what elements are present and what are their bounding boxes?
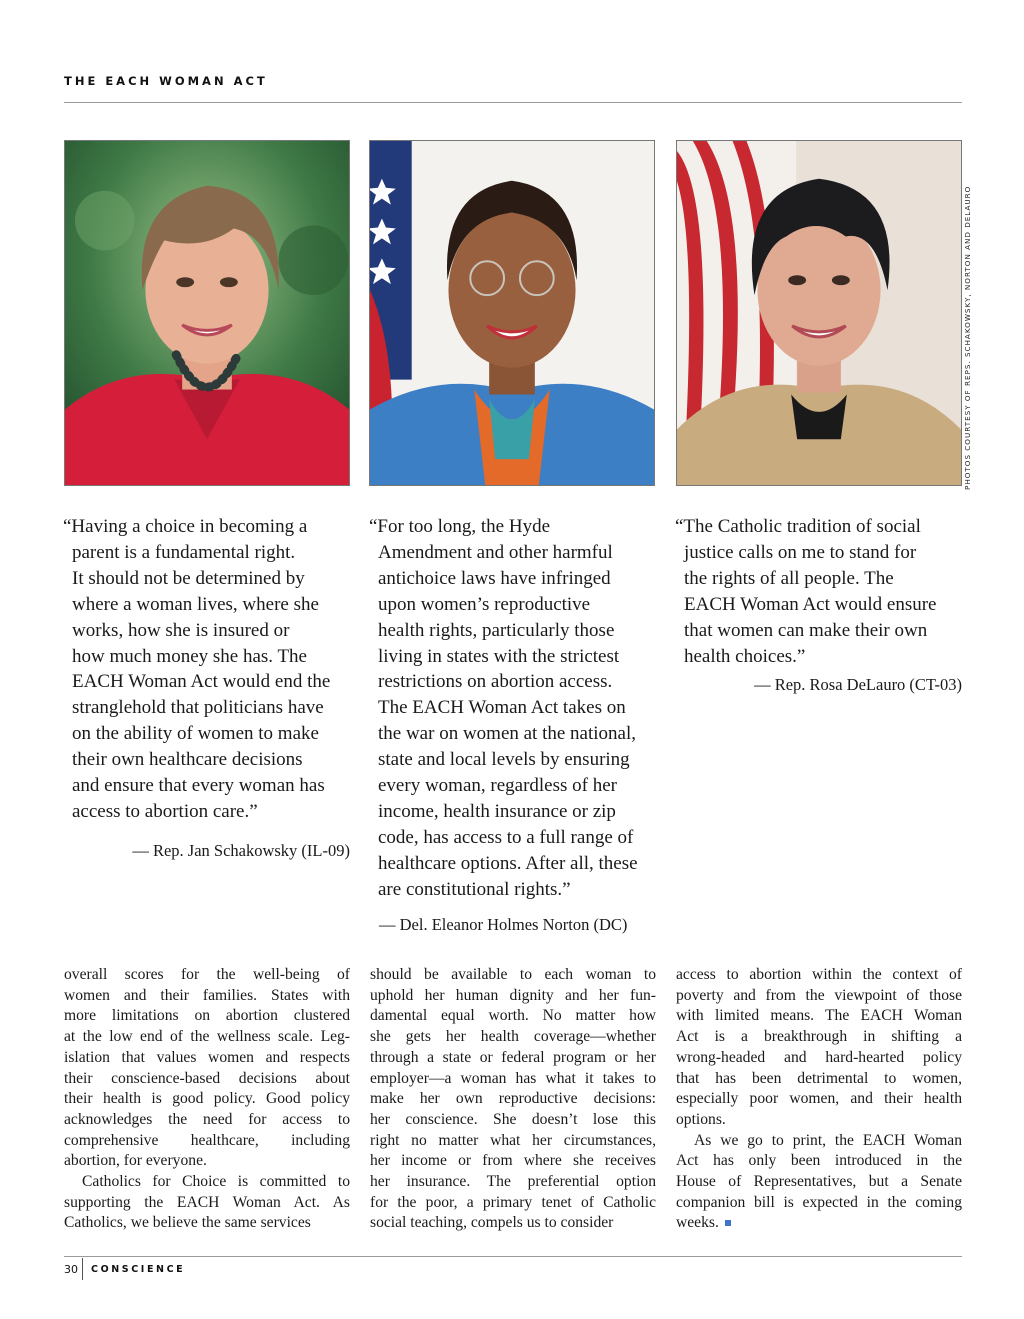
quote-line: healthcare options. After all, these (378, 852, 638, 874)
body-line: options. (676, 1110, 726, 1128)
quote-delauro (675, 514, 965, 669)
body-line: supporting the EACH Woman Act. As (64, 1193, 350, 1211)
quote-line: EACH Woman Act would end the (72, 671, 331, 693)
page-number: 30 (64, 1263, 78, 1276)
body-line: at the low end of the wellness scale. Leg- (64, 1028, 350, 1046)
body-line: that has been detrimental to women, (676, 1069, 962, 1087)
quote-line: code, has access to a full range of (378, 826, 634, 848)
attribution-schakowsky: — Rep. Jan Schakowsky (IL-09) (132, 841, 350, 860)
magazine-name: CONSCIENCE (91, 1264, 186, 1275)
quote-line: that women can make their own (684, 619, 928, 641)
body-line: wrong-headed and hard-hearted policy (676, 1048, 962, 1066)
quote-line: “Having a choice in becoming a (63, 516, 308, 537)
top-rule (64, 102, 962, 103)
section-title: THE EACH WOMAN ACT (64, 74, 268, 88)
attribution-delauro: — Rep. Rosa DeLauro (CT-03) (754, 675, 962, 694)
quote-line: state and local levels by ensuring (378, 749, 630, 771)
body-line: should be available to each woman to (370, 966, 656, 983)
bottom-rule (64, 1256, 962, 1257)
quote-line: health rights, particularly those (378, 619, 615, 641)
body-line: weeks. (676, 1213, 962, 1234)
body-line: Catholics for Choice is committed to (82, 1173, 350, 1191)
quote-line: It should not be determined by (72, 567, 305, 589)
body-line: their health is good policy. Good policy (64, 1090, 350, 1108)
footer-divider (82, 1258, 83, 1280)
quote-schakowsky (63, 514, 353, 825)
quote-line: justice calls on me to stand for (684, 541, 917, 563)
body-line: their conscience-based decisions about (64, 1069, 350, 1087)
body-line: make her own reproductive decisions: (370, 1090, 656, 1108)
quote-line: on the ability of women to make (72, 723, 319, 745)
body-line: acknowledges the need for access to (64, 1110, 350, 1128)
body-line: House of Representatives, but a Senate (676, 1173, 962, 1191)
end-mark-icon (725, 1220, 731, 1226)
body-line: social teaching, compels us to consider (370, 1214, 614, 1232)
quote-line: restrictions on abortion access. (378, 671, 613, 693)
quote-line: works, how she is insured or (72, 619, 290, 641)
body-line: her insurance. The preferential option (370, 1173, 656, 1191)
photo-credit: PHOTOS COURTESY OF REPS. SCHAKOWSKY, NORTON AND DELAURO (963, 185, 972, 490)
body-line: with limited means. The EACH Woman (676, 1007, 962, 1025)
body-line: As we go to print, the EACH Woman (694, 1131, 962, 1149)
body-column-3 (676, 965, 962, 1234)
quote-line: antichoice laws have infringed (378, 567, 611, 589)
body-line: especially poor women, and their health (676, 1090, 962, 1108)
quote-line: how much money she has. The (72, 645, 307, 667)
quote-line: where a woman lives, where she (72, 593, 319, 615)
body-line: right no matter what her circumstances, (370, 1131, 656, 1149)
quote-line: The EACH Woman Act takes on (378, 697, 626, 719)
photo-jan-schakowsky (64, 140, 350, 486)
body-line: her income or from where she receives (370, 1152, 656, 1170)
body-line: damental equal worth. No matter how (370, 1007, 656, 1025)
body-line: Act has only been introduced in the (676, 1152, 962, 1170)
quote-line: stranglehold that politicians have (72, 697, 324, 719)
quote-line: “For too long, the Hyde (369, 516, 551, 537)
quote-line: EACH Woman Act would ensure (684, 593, 937, 615)
quote-line: are constitutional rights.” (378, 878, 571, 900)
photo-rosa-delauro (676, 140, 962, 486)
body-line: Act is a breakthrough in shifting a (676, 1028, 962, 1046)
quote-line: access to abortion care.” (72, 800, 258, 822)
photo-eleanor-holmes-norton (369, 140, 655, 486)
quote-line: the rights of all people. The (684, 567, 894, 589)
body-line: through a state or federal program or her (370, 1048, 656, 1066)
body-line: Catholics, we believe the same services (64, 1214, 311, 1232)
body-line: islation that values women and respects (64, 1048, 350, 1066)
quote-line: health choices.” (684, 645, 806, 667)
quote-line: parent is a fundamental right. (72, 541, 296, 563)
body-line: access to abortion within the context of (676, 966, 962, 983)
body-line: for the poor, a primary tenet of Catholic (370, 1193, 656, 1211)
quote-line: the war on women at the national, (378, 723, 637, 745)
body-line: abortion, for everyone. (64, 1152, 207, 1170)
body-line: she gets her health coverage—whether (370, 1028, 656, 1046)
body-line: comprehensive healthcare, including (64, 1131, 350, 1149)
quote-line: living in states with the strictest (378, 645, 620, 667)
body-line: more limitations on abortion clustered (64, 1007, 350, 1025)
body-column-2 (370, 965, 656, 1234)
body-column-1 (64, 965, 350, 1234)
body-line: women and their families. States with (64, 986, 350, 1004)
body-line: uphold her human dignity and her fun- (370, 986, 656, 1004)
body-line: companion bill is expected in the coming (676, 1193, 962, 1211)
quote-line: Amendment and other harmful (378, 541, 613, 563)
body-line: overall scores for the well-being of (64, 966, 350, 983)
quote-line: every woman, regardless of her (378, 775, 617, 797)
quote-line: “The Catholic tradition of social (675, 516, 921, 537)
quote-line: and ensure that every woman has (72, 775, 325, 797)
quote-line: their own healthcare decisions (72, 749, 303, 771)
body-line: employer—a woman has what it takes to (370, 1069, 656, 1087)
quote-line: income, health insurance or zip (378, 800, 616, 822)
attribution-norton: — Del. Eleanor Holmes Norton (DC) (379, 915, 628, 934)
quote-norton (369, 514, 661, 903)
body-line: poverty and from the viewpoint of those (676, 986, 962, 1004)
body-line: her conscience. She doesn’t lose this (370, 1110, 656, 1128)
quote-line: upon women’s reproductive (378, 593, 591, 615)
